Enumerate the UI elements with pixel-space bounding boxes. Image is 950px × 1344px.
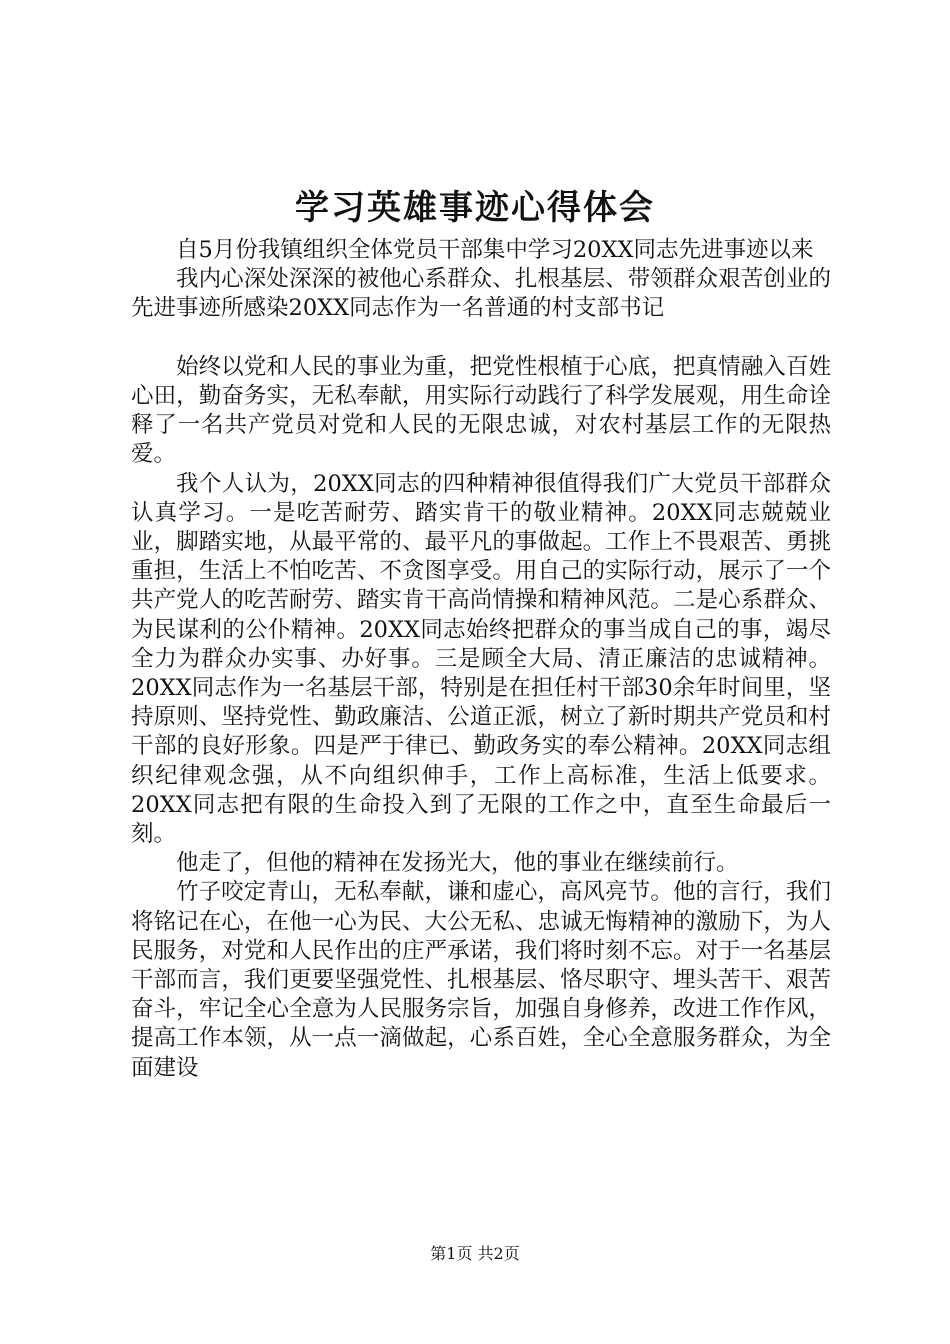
document-title: 学习英雄事迹心得体会	[295, 188, 655, 228]
paragraph: 竹子咬定青山，无私奉献，谦和虚心，高风亮节。他的言行，我们将铭记在心，在他一心为民、大公无私、忠诚无悔精神的激励下，为人民服务，对党和人民作出的庄严承诺，我们将时刻不忘。对于一名基层干部而言，我们更要坚强党性、扎根基层、恪尽职守、埋头苦干、艰苦奋斗，牢记全心全意为人民服务宗旨，加强自身修养，改进工作作风，提高工作本领，从一点一滴做起，心系百姓，全心全意服务群众，为全面建设	[131, 879, 831, 1081]
paragraph: 自5月份我镇组织全体党员干部集中学习20XX同志先进事迹以来	[176, 237, 814, 263]
document-body	[131, 236, 831, 1083]
paragraph: 我内心深处深深的被他心系群众、扎根基层、带领群众艰苦创业的先进事迹所感染20XX同志作为一名普通的村支部书记	[131, 266, 831, 322]
paragraph: 他走了，但他的精神在发扬光大，他的事业在继续前行。	[176, 850, 739, 877]
paragraph-gap	[131, 324, 831, 353]
paragraph: 我个人认为，20XX同志的四种精神很值得我们广大党员干部群众认真学习。一是吃苦耐劳、踏实肯干的敬业精神。20XX同志兢兢业业，脚踏实地，从最平常的、最平凡的事做起。工作上不畏艰苦、勇挑重担，生活上不怕吃苦、不贪图享受。用自己的实际行动，展示了一个共产党人的吃苦耐劳、踏实肯干高尚情操和精神风范。二是心系群众、为民谋利的公仆精神。20XX同志始终把群众的事当成自己的事，竭尽全力为群众办实事、办好事。三是顾全大局、清正廉洁的忠诚精神。20XX同志作为一名基层干部，特别是在担任村干部30余年时间里，坚持原则、坚持党性、勤政廉洁、公道正派，树立了新时期共产党员和村干部的良好形象。四是严于律已、勤政务实的奉公精神。20XX同志组织纪律观念强，从不向组织伸手，工作上高标准，生活上低要求。20XX同志把有限的生命投入到了无限的工作之中，直至生命最后一刻。	[131, 470, 831, 848]
page-footer: 第1页 共2页	[430, 1244, 520, 1263]
paragraph: 始终以党和人民的事业为重，把党性根植于心底，把真情融入百姓心田，勤奋务实，无私奉献，用实际行动践行了科学发展观，用生命诠释了一名共产党员对党和人民的无限忠诚，对农村基层工作的无限热爱。	[131, 353, 831, 468]
